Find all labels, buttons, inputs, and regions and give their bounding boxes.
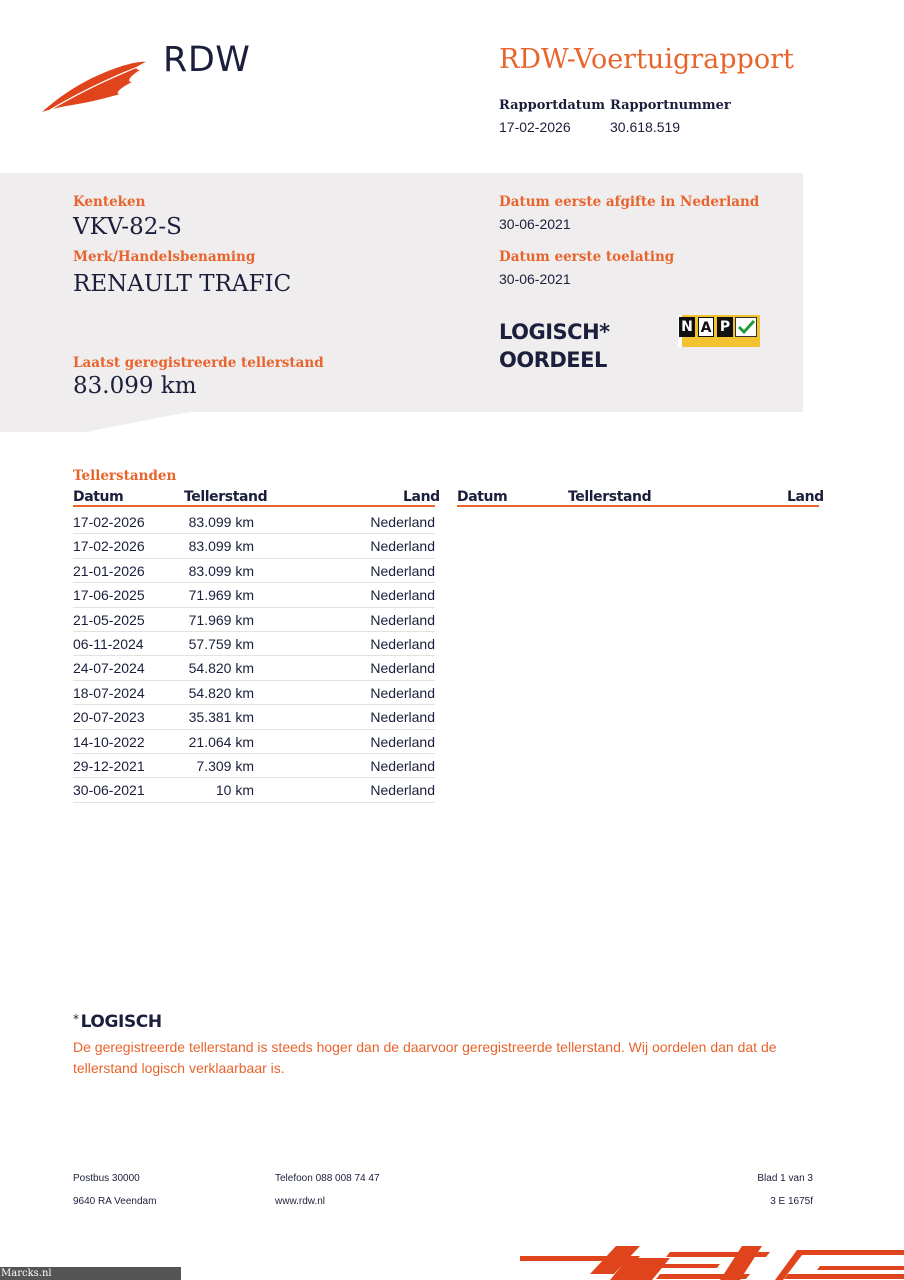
table-row: [73, 608, 435, 632]
footer-website[interactable]: www.rdw.nl: [275, 1196, 326, 1207]
footer-code: 3 E 1675f: [770, 1196, 813, 1207]
verdict-line-2: OORDEEL: [499, 348, 607, 372]
col-header-date: Datum: [73, 489, 124, 505]
table-row: [73, 730, 435, 754]
odometer-table-title: Tellerstanden: [73, 468, 177, 484]
cell-reading: 7.309 km: [196, 757, 254, 774]
cell-country: Nederland: [370, 757, 435, 774]
verdict-line-1: LOGISCH*: [499, 320, 610, 344]
watermark-text: Marcks.nl: [1, 1268, 52, 1279]
footer-address-2: 9640 RA Veendam: [73, 1196, 157, 1207]
cell-reading: 54.820 km: [188, 660, 254, 677]
cell-date: 20-07-2023: [73, 709, 145, 726]
odometer-label: Laatst geregistreerde tellerstand: [73, 355, 324, 371]
verdict: [499, 318, 610, 374]
cell-date: 14-10-2022: [73, 733, 145, 750]
cell-reading: 83.099 km: [188, 562, 254, 579]
cell-date: 24-07-2024: [73, 660, 145, 677]
cell-reading: 35.381 km: [188, 709, 254, 726]
panel-tab: [0, 411, 90, 432]
cell-date: 17-06-2025: [73, 587, 145, 604]
cell-country: Nederland: [370, 611, 435, 628]
col-header-reading: Tellerstand: [184, 489, 268, 505]
footer-phone: Telefoon 088 008 74 47: [275, 1173, 380, 1184]
rdw-logo: [40, 40, 260, 120]
footnote-star: *: [73, 1012, 79, 1026]
cell-date: 30-06-2021: [73, 782, 145, 799]
table-row: [73, 754, 435, 778]
plate-label: Kenteken: [73, 194, 146, 210]
nap-letter-p: P: [717, 317, 733, 337]
cell-reading: 10 km: [215, 782, 254, 799]
cell-date: 29-12-2021: [73, 757, 145, 774]
cell-date: 21-05-2025: [73, 611, 145, 628]
footer-address-1: Postbus 30000: [73, 1173, 140, 1184]
report-title: RDW-Voertuigrapport: [499, 44, 794, 75]
logo-text: RDW: [163, 40, 251, 80]
cell-country: Nederland: [370, 538, 435, 555]
first-admission-value: 30-06-2021: [499, 271, 571, 287]
cell-date: 17-02-2026: [73, 538, 145, 555]
feather-icon: [40, 56, 152, 114]
footer-page: Blad 1 van 3: [757, 1173, 813, 1184]
nap-letter-n: N: [679, 317, 695, 337]
make-value: RENAULT TRAFIC: [73, 271, 292, 297]
footer-stripes-icon: [520, 1244, 904, 1280]
report-number: 30.618.519: [610, 119, 681, 135]
plate-value: VKV-82-S: [73, 214, 182, 240]
cell-country: Nederland: [370, 684, 435, 701]
cell-country: Nederland: [370, 782, 435, 799]
col-header-reading-right: Tellerstand: [568, 489, 652, 505]
nap-badge: [678, 315, 760, 347]
table-row: [73, 632, 435, 656]
table-row: [73, 534, 435, 558]
make-label: Merk/Handelsbenaming: [73, 249, 256, 265]
cell-reading: 57.759 km: [188, 635, 254, 652]
cell-reading: 21.064 km: [188, 733, 254, 750]
cell-date: 17-02-2026: [73, 514, 145, 530]
panel-tab-slant: [90, 411, 194, 431]
table-row: [73, 656, 435, 680]
watermark-bar: [0, 1267, 181, 1280]
cell-country: Nederland: [370, 635, 435, 652]
header-underline-right: [457, 505, 819, 507]
cell-country: Nederland: [370, 733, 435, 750]
report-date-label: Rapportdatum: [499, 98, 605, 113]
cell-reading: 54.820 km: [188, 684, 254, 701]
header-underline-left: [73, 505, 435, 507]
table-row: [73, 681, 435, 705]
cell-reading: 71.969 km: [188, 611, 254, 628]
nap-letter-a: A: [698, 317, 714, 337]
table-row: [73, 705, 435, 729]
first-issue-nl-value: 30-06-2021: [499, 216, 571, 232]
cell-country: Nederland: [370, 587, 435, 604]
cell-country: Nederland: [370, 514, 435, 530]
cell-reading: 83.099 km: [188, 538, 254, 555]
table-row: [73, 559, 435, 583]
footnote-title: [73, 1012, 162, 1032]
cell-reading: 83.099 km: [188, 514, 254, 530]
report-date: 17-02-2026: [499, 119, 571, 135]
table-row: [73, 510, 435, 534]
footnote-text: De geregistreerde tellerstand is steeds hoger dan de daarvoor geregistreerde tellerstand. Wij oordelen dan dat de tellerstand logisch verklaarbaar is.: [73, 1039, 777, 1076]
first-issue-nl-label: Datum eerste afgifte in Nederland: [499, 194, 760, 210]
cell-date: 18-07-2024: [73, 684, 145, 701]
first-admission-label: Datum eerste toelating: [499, 249, 675, 265]
cell-country: Nederland: [370, 709, 435, 726]
cell-date: 06-11-2024: [73, 635, 144, 652]
col-header-country-right: Land: [787, 489, 824, 505]
col-header-date-right: Datum: [457, 489, 508, 505]
cell-country: Nederland: [370, 660, 435, 677]
odometer-value: 83.099 km: [73, 373, 197, 399]
report-number-label: Rapportnummer: [610, 98, 731, 113]
nap-check-icon: [735, 317, 757, 337]
table-row: [73, 583, 435, 607]
cell-country: Nederland: [370, 562, 435, 579]
col-header-country: Land: [403, 489, 440, 505]
footnote-title-text: LOGISCH: [80, 1012, 162, 1032]
odometer-rows: [73, 510, 435, 803]
table-row: [73, 778, 435, 802]
cell-reading: 71.969 km: [188, 587, 254, 604]
cell-date: 21-01-2026: [73, 562, 145, 579]
